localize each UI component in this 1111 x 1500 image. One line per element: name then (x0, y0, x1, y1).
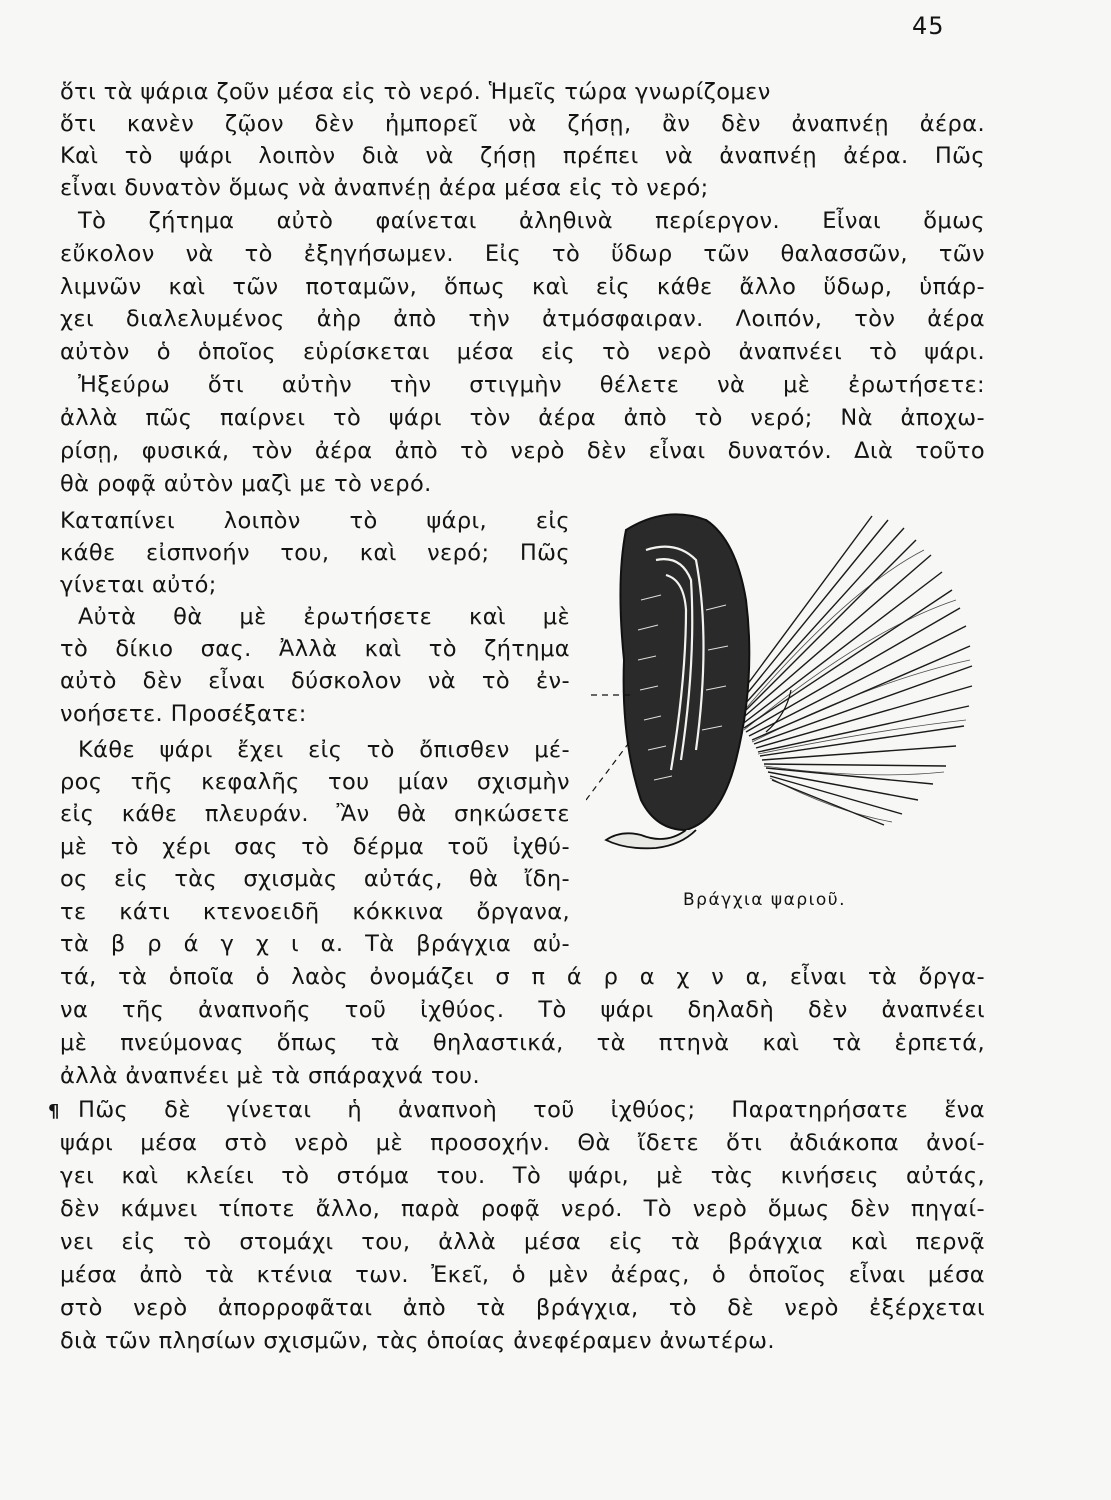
text-line: τὰ β ρ ά γ χ ι α. Τὰ βράγχια αὐ- (60, 931, 570, 957)
paragraph-mark-icon: ¶ (48, 1101, 60, 1122)
text-line: ἀλλὰ ἀναπνέει μὲ τὰ σπάραχνά του. (60, 1063, 481, 1089)
text-line: γίνεται αὐτό; (60, 572, 217, 598)
text-line: ἀλλὰ πῶς παίρνει τὸ ψάρι τὸν ἀέρα ἀπὸ τὸ νερό; Νὰ ἀποχω- (60, 405, 985, 431)
text-line: διὰ τῶν πλησίων σχισμῶν, τὰς ὁποίας ἀνεφέραμεν ἀνωτέρω. (60, 1328, 775, 1354)
text-line: θὰ ροφᾷ αὐτὸν μαζὶ με τὸ νερό. (60, 471, 432, 497)
text-line: Πῶς δὲ γίνεται ἡ ἀναπνοὴ τοῦ ἰχθύος; Παρατηρήσατε ἕνα (78, 1097, 985, 1123)
figure-caption: Βράγχια ψαριοῦ. (683, 890, 847, 910)
text-line: τά, τὰ ὁποῖα ὁ λαὸς ὀνομάζει σ π ά ρ α χ ν α, εἶναι τὰ ὄργα- (60, 964, 985, 990)
text-line: λιμνῶν καὶ τῶν ποταμῶν, ὅπως καὶ εἰς κάθε ἄλλο ὕδωρ, ὑπάρ- (60, 274, 985, 300)
text-line: να τῆς ἀναπνοῆς τοῦ ἰχθύος. Τὸ ψάρι δηλαδὴ δὲν ἀναπνέει (60, 997, 985, 1023)
text-line: Ἠξεύρω ὅτι αὐτὴν τὴν στιγμὴν θέλετε νὰ μὲ ἐρωτήσετε: (78, 372, 985, 398)
text-line: Κάθε ψάρι ἔχει εἰς τὸ ὄπισθεν μέ- (78, 737, 570, 763)
text-line: αὐτὸ δὲν εἶναι δύσκολον νὰ τὸ ἐν- (60, 668, 570, 694)
text-line: Τὸ ζήτημα αὐτὸ φαίνεται ἀληθινὰ περίεργον. Εἶναι ὅμως (78, 208, 985, 234)
text-line: στὸ νερὸ ἀπορροφᾶται ἀπὸ τὰ βράγχια, τὸ δὲ νερὸ ἐξέρχεται (60, 1295, 985, 1321)
text-line: μὲ πνεύμονας ὅπως τὰ θηλαστικά, τὰ πτηνὰ καὶ τὰ ἑρπετά, (60, 1030, 985, 1056)
text-line: εἰς κάθε πλευράν. Ἂν θὰ σηκώσετε (60, 801, 570, 827)
text-line: Καὶ τὸ ψάρι λοιπὸν διὰ νὰ ζήσῃ πρέπει νὰ ἀναπνέῃ ἀέρα. Πῶς (60, 143, 985, 169)
text-line: ος εἰς τὰς σχισμὰς αὐτάς, θὰ ἴδη- (60, 866, 570, 892)
text-line: νοήσετε. Προσέξατε: (60, 701, 307, 727)
text-line: γει καὶ κλείει τὸ στόμα του. Τὸ ψάρι, μὲ τὰς κινήσεις αὐτάς, (60, 1163, 985, 1189)
text-line: νει εἰς τὸ στομάχι του, ἀλλὰ μέσα εἰς τὰ βράγχια καὶ περνᾷ (60, 1229, 985, 1255)
text-line: ψάρι μέσα στὸ νερὸ μὲ προσοχήν. Θὰ ἴδετε ὅτι ἀδιάκοπα ἀνοί- (60, 1130, 985, 1156)
text-line: τε κάτι κτενοειδῆ κόκκινα ὄργανα, (60, 899, 570, 925)
text-line: Καταπίνει λοιπὸν τὸ ψάρι, εἰς (60, 508, 570, 534)
text-line: ὅτι τὰ ψάρια ζοῦν μέσα εἰς τὸ νερό. Ἡμεῖς τώρα γνωρίζομεν (60, 79, 771, 105)
text-line: δὲν κάμνει τίποτε ἄλλο, παρὰ ροφᾷ νερό. Τὸ νερὸ ὅμως δὲν πηγαί- (60, 1196, 985, 1222)
fish-gills-illustration-icon (586, 500, 986, 860)
text-line: ρίσῃ, φυσικά, τὸν ἀέρα ἀπὸ τὸ νερὸ δὲν εἶναι δυνατόν. Διὰ τοῦτο (60, 438, 985, 464)
text-line: μέσα ἀπὸ τὰ κτένια των. Ἐκεῖ, ὁ μὲν ἀέρας, ὁ ὁποῖος εἶναι μέσα (60, 1262, 985, 1288)
text-line: τὸ δίκιο σας. Ἀλλὰ καὶ τὸ ζήτημα (60, 636, 570, 662)
text-line: εὔκολον νὰ τὸ ἐξηγήσωμεν. Εἰς τὸ ὕδωρ τῶν θαλασσῶν, τῶν (60, 241, 985, 267)
text-line: χει διαλελυμένος ἀὴρ ἀπὸ τὴν ἀτμόσφαιραν. Λοιπόν, τὸν ἀέρα (60, 306, 985, 332)
text-line: κάθε εἰσπνοήν του, καὶ νερό; Πῶς (60, 540, 570, 566)
text-line: αὐτὸν ὁ ὁποῖος εὑρίσκεται μέσα εἰς τὸ νερὸ ἀναπνέει τὸ ψάρι. (60, 339, 985, 365)
text-line: εἶναι δυνατὸν ὅμως νὰ ἀναπνέῃ ἀέρα μέσα εἰς τὸ νερό; (60, 175, 709, 201)
page-number: 45 (912, 12, 945, 40)
text-line: ὅτι κανὲν ζῷον δὲν ἠμπορεῖ νὰ ζήσῃ, ἂν δὲν ἀναπνέῃ ἀέρα. (60, 111, 985, 137)
text-line: μὲ τὸ χέρι σας τὸ δέρμα τοῦ ἰχθύ- (60, 834, 570, 860)
text-line: ρος τῆς κεφαλῆς του μίαν σχισμὴν (60, 769, 570, 795)
text-line: Αὐτὰ θὰ μὲ ἐρωτήσετε καὶ μὲ (78, 604, 570, 630)
